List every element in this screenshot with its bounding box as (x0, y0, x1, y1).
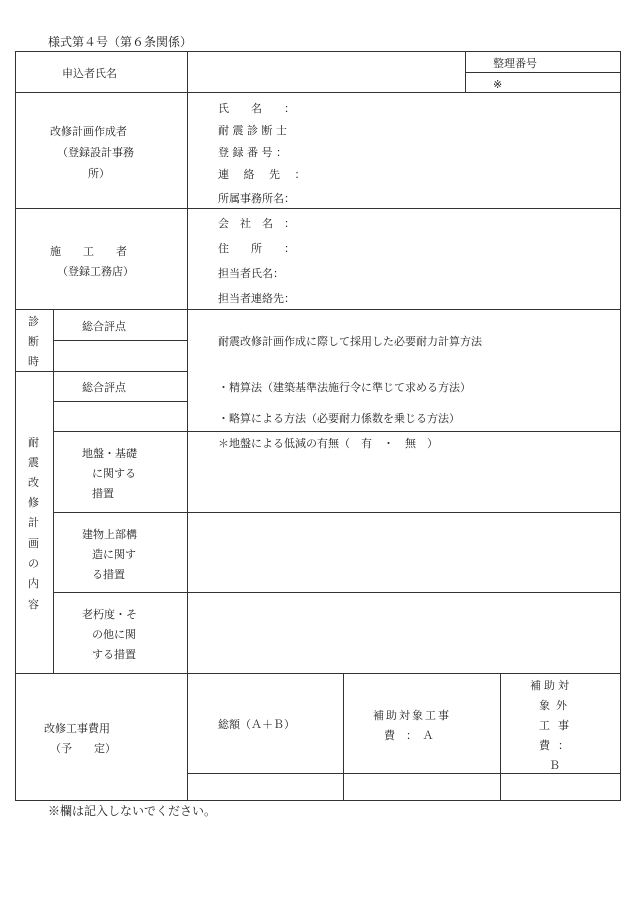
total-cost-field[interactable] (190, 776, 340, 798)
plan-vlabel-9: 容 (28, 598, 39, 611)
contractor-address-field[interactable]: 住 所 ： (218, 242, 295, 255)
contractor-contact-field[interactable]: 担当者連絡先： (218, 292, 295, 305)
diagnosis-vlabel-1: 診 (28, 315, 39, 328)
superstructure-measures-label-2: 造に関す (92, 548, 136, 561)
plan-vlabel-1: 耐 (28, 436, 39, 449)
non-subsidized-label-1: 補助対 (530, 679, 572, 692)
method-option-precise[interactable]: ・精算法（建築基準法施行令に準じて求める方法） (218, 381, 471, 394)
non-subsidized-label-4: 費： (539, 739, 577, 752)
planner-office-field[interactable]: 所属事務所名： (218, 192, 295, 205)
footnote: ※欄は記入しないでください。 (48, 804, 217, 818)
subsidized-cost-label-1: 補助対象工事 (373, 709, 451, 722)
contractor-label-2: （登録工務店） (57, 265, 134, 278)
diagnosis-overall-rating-label: 総合評点 (82, 320, 126, 333)
superstructure-measures-label-3: る措置 (92, 568, 125, 581)
cost-label-1: 改修工事費用 (44, 722, 110, 735)
method-option-simplified[interactable]: ・略算による方法（必要耐力係数を乗じる方法） (218, 412, 460, 425)
superstructure-measures-field[interactable] (190, 515, 618, 590)
applicant-name-label: 申込者氏名 (62, 67, 117, 80)
diagnosis-overall-rating-field[interactable] (56, 343, 184, 369)
contractor-company-field[interactable]: 会 社 名 ： (218, 217, 295, 230)
contractor-label-1: 施 工 者 (50, 245, 127, 258)
plan-vlabel-5: 計 (28, 516, 39, 529)
cost-label-2: （予 定） (50, 742, 116, 755)
contractor-person-field[interactable]: 担当者氏名： (218, 267, 284, 280)
planner-diagnostician-field[interactable]: 耐 震 診 断 士 (218, 124, 287, 137)
form-title: 様式第４号（第６条関係） (48, 35, 193, 49)
calculation-method-heading: 耐震改修計画作成に際して採用した必要耐力計算方法 (218, 335, 482, 348)
applicant-name-field[interactable] (190, 54, 462, 90)
total-cost-label: 総額（Ａ＋Ｂ） (218, 718, 295, 731)
diagnosis-vlabel-3: 時 (28, 355, 39, 368)
other-measures-field[interactable] (190, 595, 618, 670)
non-subsidized-label-3: 工事 (539, 719, 577, 732)
plan-overall-rating-label: 総合評点 (82, 381, 126, 394)
planner-label-1: 改修計画作成者 (50, 125, 127, 138)
subsidized-cost-label-2: 費 ： Ａ (384, 729, 434, 742)
planner-name-field[interactable]: 氏 名 ： (218, 102, 295, 115)
other-measures-label-3: する措置 (92, 648, 136, 661)
foundation-measures-label-2: に関する (92, 467, 136, 480)
non-subsidized-label-5: Ｂ (549, 759, 560, 772)
plan-vlabel-6: 画 (28, 537, 39, 550)
non-subsidized-label-2: 象外 (539, 699, 573, 712)
ground-reduction-choice[interactable]: ＊地盤による低減の有無（ 有 ・ 無 ） (218, 437, 438, 450)
other-measures-label-2: の他に関 (92, 628, 136, 641)
plan-vlabel-8: 内 (28, 577, 39, 590)
non-subsidized-cost-field[interactable] (503, 776, 618, 798)
superstructure-measures-label-1: 建物上部構 (82, 528, 137, 541)
plan-vlabel-3: 改 (28, 476, 39, 489)
planner-label-2: （登録設計事務 (57, 146, 134, 159)
planner-contact-field[interactable]: 連 絡 先 ： (218, 168, 306, 181)
foundation-measures-label-1: 地盤・基礎 (82, 447, 137, 460)
plan-vlabel-4: 修 (28, 496, 39, 509)
planner-label-3: 所） (88, 167, 110, 180)
reference-number-mark: ※ (493, 78, 503, 91)
reference-number-label: 整理番号 (493, 57, 537, 70)
plan-vlabel-2: 震 (28, 456, 39, 469)
plan-overall-rating-field[interactable] (56, 404, 184, 429)
planner-registration-field[interactable]: 登 録 番 号 ： (218, 146, 287, 159)
foundation-measures-label-3: 措置 (92, 487, 114, 500)
diagnosis-vlabel-2: 断 (28, 335, 39, 348)
plan-vlabel-7: の (28, 557, 39, 570)
subsidized-cost-field[interactable] (346, 776, 497, 798)
other-measures-label-1: 老朽度・そ (82, 608, 137, 621)
